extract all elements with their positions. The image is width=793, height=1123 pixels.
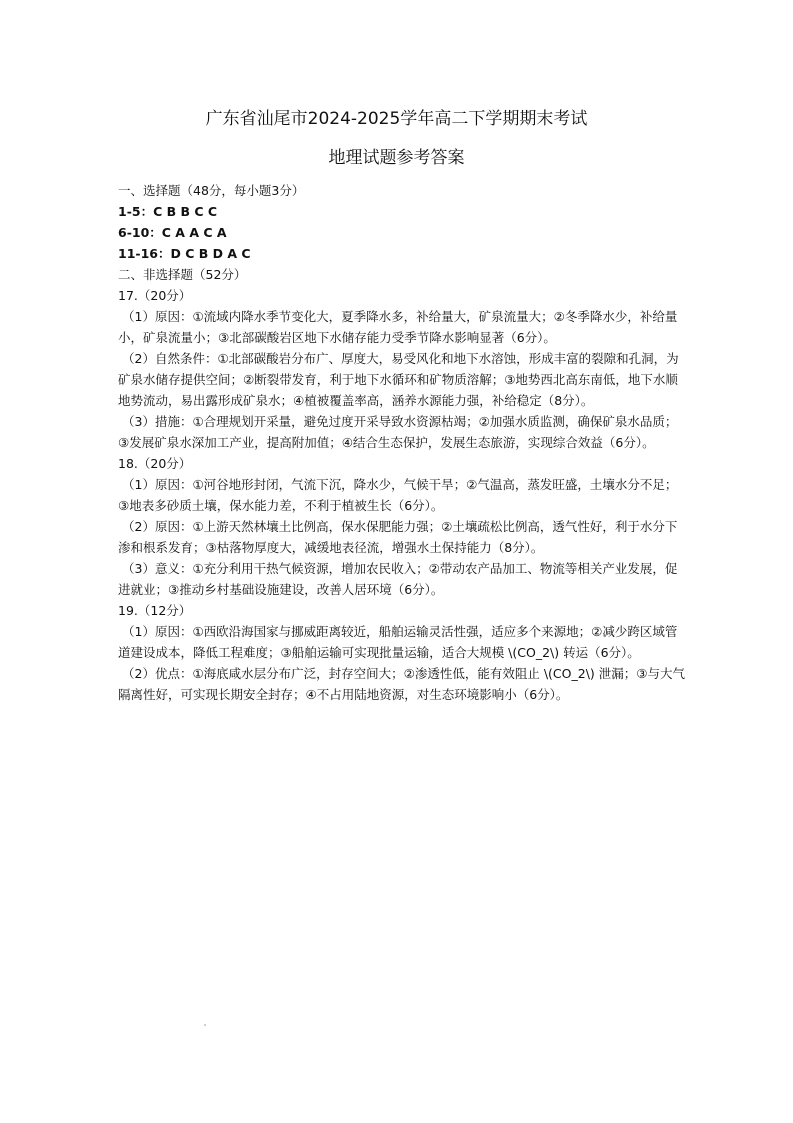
question-18-part-1: （1）原因：①河谷地形封闭，气流下沉，降水少，气候干旱；②气温高，蒸发旺盛，土壤水分不足；③地表多砂质土壤，保水能力差，不利于植被生长（6分）。 xyxy=(118,477,678,513)
question-18-part-3: （3）意义：①充分利用干热气候资源，增加农民收入；②带动农产品加工、物流等相关产业发展，促进就业；③推动乡村基础设施建设，改善人居环境（6分）。 xyxy=(118,561,678,597)
document-title: 广东省汕尾市2024-2025学年高二下学期期末考试 xyxy=(205,109,588,129)
section-heading-nonchoice: 二、非选择题（52分） xyxy=(118,267,247,282)
question-17-heading: 17.（20分） xyxy=(118,288,192,303)
choice-answers-6-10: 6-10：C A A C A xyxy=(118,225,227,240)
document-subtitle: 地理试题参考答案 xyxy=(328,148,465,168)
choice-answers-1-5: 1-5：C B B C C xyxy=(118,204,218,219)
question-17-part-3: （3）措施：①合理规划开采量，避免过度开采导致水资源枯竭；②加强水质监测，确保矿泉水品质；③发展矿泉水深加工产业，提高附加值；④结合生态保护，发展生态旅游，实现综合效益（6分）。 xyxy=(118,414,678,450)
question-19-part-2: （2）优点：①海底咸水层分布广泛，封存空间大；②渗透性低，能有效阻止 \(CO_2\) 泄漏；③与大气隔离性好，可实现长期安全封存；④不占用陆地资源，对生态环境影响小（6分）。 xyxy=(118,666,685,702)
question-17-part-2: （2）自然条件：①北部碳酸岩分布广、厚度大，易受风化和地下水溶蚀，形成丰富的裂隙和孔洞，为矿泉水储存提供空间；②断裂带发育，利于地下水循环和矿物质溶解；③地势西北高东南低，地下水顺地势流动，易出露形成矿泉水；④植被覆盖率高，涵养水源能力强，补给稳定（8分）。 xyxy=(118,351,679,408)
question-17-part-1: （1）原因：①流域内降水季节变化大，夏季降水多，补给量大，矿泉流量大；②冬季降水少，补给量小，矿泉流量小；③北部碳酸岩区地下水储存能力受季节降水影响显著（6分）。 xyxy=(118,309,678,345)
question-18-heading: 18.（20分） xyxy=(118,456,192,471)
question-19-heading: 19.（12分） xyxy=(118,603,192,618)
choice-answers-11-16: 11-16：D C B D A C xyxy=(118,246,251,261)
question-18-part-2: （2）原因：①上游天然林壤土比例高，保水保肥能力强；②土壤疏松比例高，透气性好，利于水分下渗和根系发育；③枯落物厚度大，减缓地表径流，增强水土保持能力（8分）。 xyxy=(118,519,678,555)
question-19-part-1: （1）原因：①西欧沿海国家与挪威距离较近，船舶运输灵活性强，适应多个来源地；②减少跨区域管道建设成本，降低工程难度；③船舶运输可实现批量运输，适合大规模 \(CO_2\) 转运（6分）。 xyxy=(118,624,678,660)
page-speck xyxy=(204,1024,206,1026)
section-heading-choice: 一、选择题（48分，每小题3分） xyxy=(118,183,305,198)
answer-content xyxy=(118,180,688,705)
